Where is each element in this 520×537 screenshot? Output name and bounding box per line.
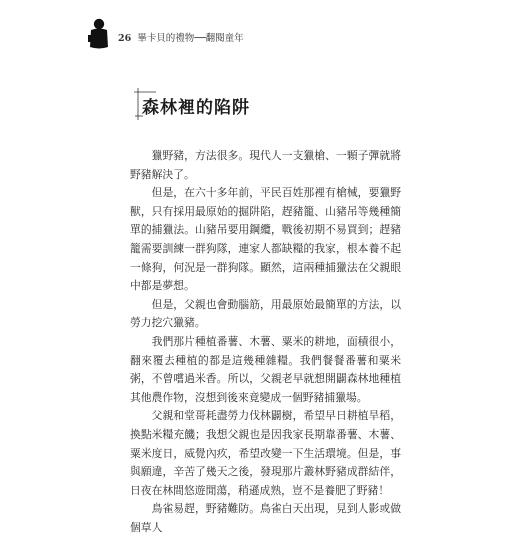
paragraph: 我們那片種植番薯、木薯、粟米的耕地，面積很小，翻來覆去種植的都是這幾種雜糧。我們餐餐番薯和粟米粥，不曾嚐過米香。所以，父親老早就想開闢森林地種植其他農作物，沒想到後來竟變成一個野豬捕獵場。 — [130, 334, 401, 404]
reading-figure-icon — [86, 17, 112, 51]
paragraph: 鳥雀易趕，野豬難防。鳥雀白天出現，見到人影或做個草人 — [130, 502, 401, 534]
paragraph: 獵野豬，方法很多。現代人一支獵槍、一顆子彈就將野豬解決了。 — [130, 149, 401, 181]
page-header — [86, 17, 244, 51]
chapter-title-block — [134, 86, 274, 126]
running-title: 畢卡貝的禮物──翻閱童年 — [137, 33, 244, 44]
paragraph: 但是，在六十多年前，平民百姓那裡有槍械，要獵野獸，只有採用最原始的掘阱陷，趕豬籠、山豬吊等幾種簡單的捕獵法。山豬吊要用鋼纜，戰後初期不易買到；趕豬籠需要訓練一群狗隊，連家人都缺糧的我家，根本養不起一條狗，何況是一群狗隊。顯然，這兩種捕獵法在父親眼中都是夢想。 — [130, 186, 401, 293]
body-text — [130, 147, 401, 537]
paragraph: 但是，父親也會動腦筋，用最原始最簡單的方法，以勞力挖穴獵豬。 — [130, 297, 401, 330]
chapter-title: 森林裡的陷阱 — [142, 98, 250, 118]
paragraph: 父親和堂哥耗盡勞力伐林闢樹，希望早日耕植旱稻，換點米糧充饑；我想父親也是因我家長期靠番薯、木薯、粟米度日，威覺內疚，希望改變一下生活環境。但是，事與願違，辛苦了幾天之後，發現那片叢林野豬成群結伴，日夜在林間悠遊閒蕩，稍遜成熟，豈不是養肥了野豬！ — [130, 409, 401, 497]
header-text — [118, 33, 244, 45]
page-number: 26 — [118, 33, 132, 44]
